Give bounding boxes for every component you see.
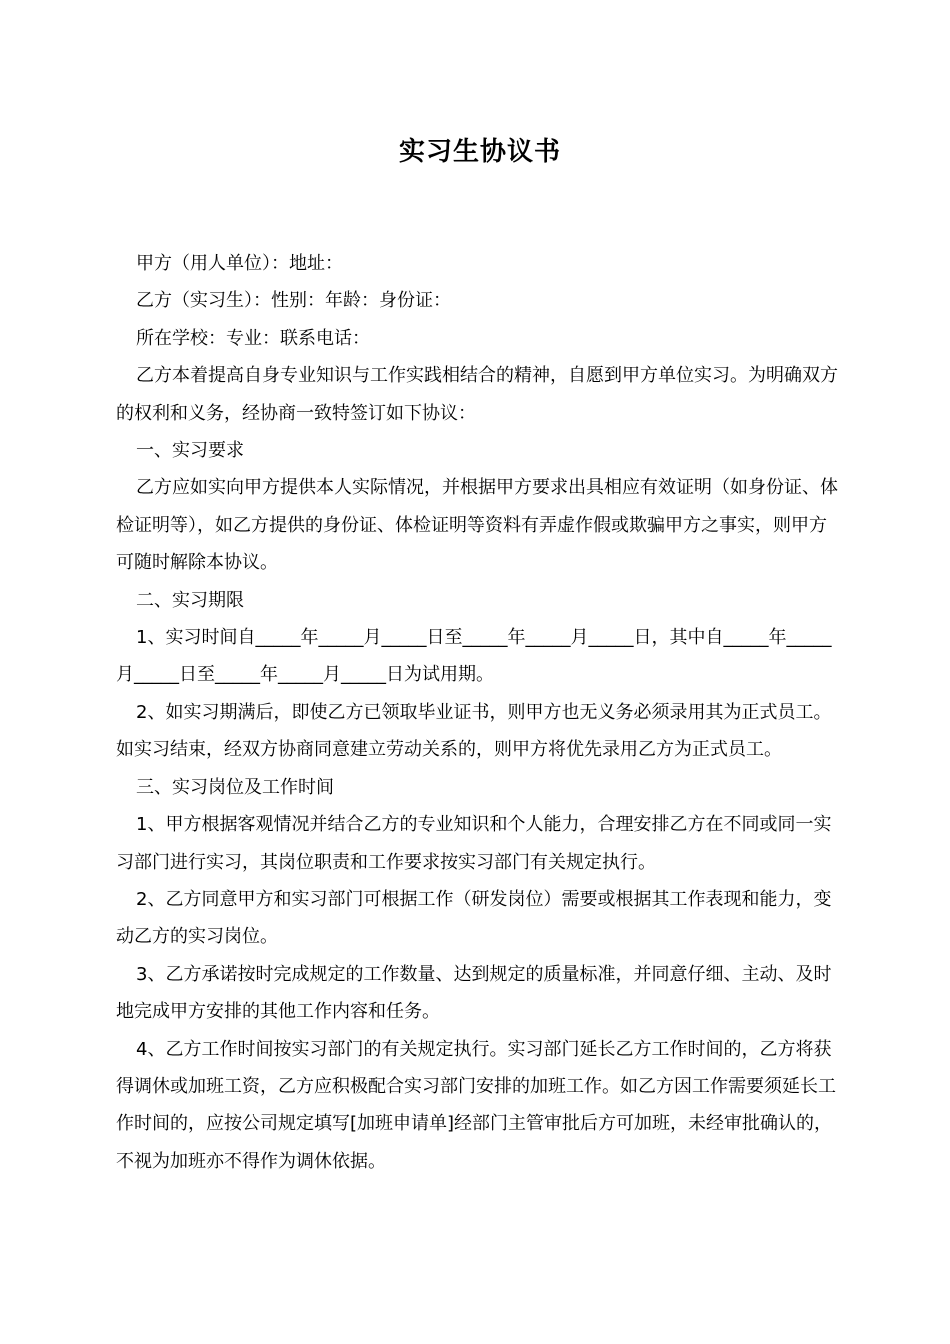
document-body	[116, 245, 844, 1180]
paragraph-position-3: 3、乙方承诺按时完成规定的工作数量、达到规定的质量标准，并同意仔细、主动、及时地完成甲方安排的其他工作内容和任务。	[116, 963, 832, 1023]
section-heading-2: 二、实习期限	[136, 589, 244, 611]
paragraph-school: 所在学校：专业：联系电话：	[136, 327, 370, 349]
paragraph-term-2: 2、如实习期满后，即使乙方已领取毕业证书，则甲方也无义务必须录用其为正式员工。如实习结束，经双方协商同意建立劳动关系的，则甲方将优先录用乙方为正式员工。	[116, 701, 832, 761]
document-title: 实习生协议书	[398, 137, 561, 167]
section-heading-3: 三、实习岗位及工作时间	[136, 776, 334, 798]
section-heading-1: 一、实习要求	[136, 440, 244, 462]
paragraph-position-2: 2、乙方同意甲方和实习部门可根据工作（研发岗位）需要或根据其工作表现和能力，变动乙方的实习岗位。	[116, 888, 832, 948]
paragraph-requirements: 乙方应如实向甲方提供本人实际情况，并根据甲方要求出具相应有效证明（如身份证、体检证明等），如乙方提供的身份证、体检证明等资料有弄虚作假或欺骗甲方之事实，则甲方可随时解除本协议。	[116, 477, 838, 574]
paragraph-party-b: 乙方（实习生）：性别：年龄：身份证：	[136, 290, 451, 312]
paragraph-position-4: 4、乙方工作时间按实习部门的有关规定执行。实习部门延长乙方工作时间的，乙方将获得调休或加班工资，乙方应积极配合实习部门安排的加班工作。如乙方因工作需要须延长工作时间的，应按公司规定填写[加班申请单]经部门主管审批后方可加班，未经审批确认的，不视为加班亦不得作为调休依据。	[116, 1038, 836, 1172]
paragraph-intro: 乙方本着提高自身专业知识与工作实践相结合的精神，自愿到甲方单位实习。为明确双方的权利和义务，经协商一致特签订如下协议：	[116, 365, 838, 424]
paragraph-term-1: 1、实习时间自_____年_____月_____日至_____年_____月_____日，其中自_____年_____月_____日至_____年_____月_____日为试用期。	[116, 627, 832, 686]
paragraph-position-1: 1、甲方根据客观情况并结合乙方的专业知识和个人能力，合理安排乙方在不同或同一实习部门进行实习，其岗位职责和工作要求按实习部门有关规定执行。	[116, 814, 832, 873]
paragraph-party-a: 甲方（用人单位）：地址：	[136, 253, 343, 274]
